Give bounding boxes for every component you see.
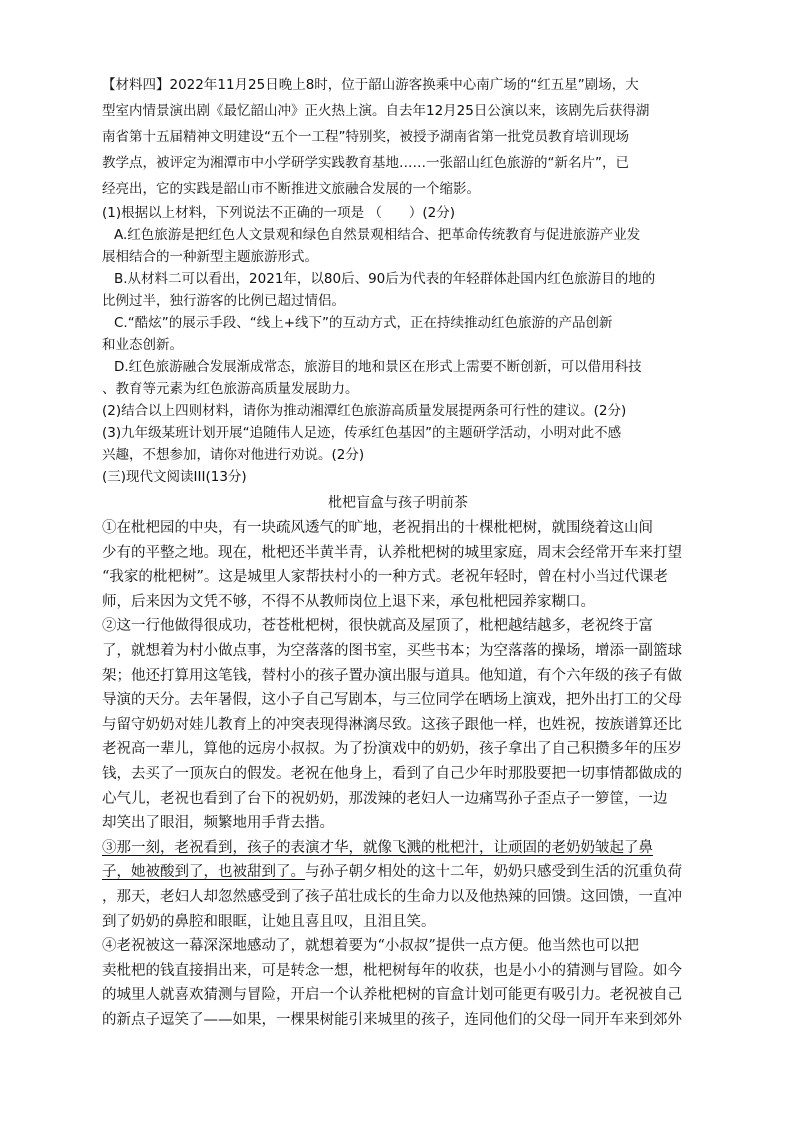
paragraph-1-line: 少有的平整之地。现在，枇杷还半黄半青，认养枇杷树的城里家庭，周末会经常开车来打望 — [102, 544, 682, 561]
material-four-line: 【材料四】2022年11月25日晚上8时，位于韶山游客换乘中心南广场的“红五星”剧场，大 — [102, 77, 639, 93]
paragraph-2-line: 架；他还打算用这笔钱，替村小的孩子置办演出服与道具。他知道，有个六年级的孩子有做 — [102, 667, 682, 684]
document-page — [102, 72, 694, 1032]
paragraph-4-line: 的城里人就喜欢猜测与冒险，开启一个认养枇杷树的盲盒计划可能更有吸引力。老祝被自己 — [102, 987, 682, 1004]
paragraph-3-line: 到了奶奶的鼻腔和眼眶，让她且喜且叹，且泪且笑。 — [102, 913, 436, 930]
paragraph-4-line: ④老祝被这一幕深深地感动了，就想着要为“小叔叔”提供一点方便。他当然也可以把 — [102, 938, 639, 955]
article-title: 枇杷盲盒与孩子明前茶 — [328, 495, 468, 511]
underlined-sentence: ③那一刻，老祝看到，孩子的表演才华，就像飞溅的枇杷汁，让顽固的老奶奶皱起了鼻 — [102, 839, 653, 856]
option-b: B.从材料二可以看出，2021年，以80后、90后为代表的年轻群体赴国内红色旅游目的地的 — [114, 271, 656, 287]
paragraph-3-line — [102, 860, 694, 885]
paragraph-3-line: ，那天，老妇人却忽然感受到了孩子茁壮成长的生命力以及他热辣的回馈。这回馈，一直冲 — [102, 888, 682, 905]
material-four-line: 南省第十五届精神文明建设“五个一工程”特别奖，被授予湖南省第一批党员教育培训现场 — [102, 129, 629, 145]
paragraph-1-line: ①在枇杷园的中央，有一块疏风透气的旷地，老祝捐出的十棵枇杷树，就围绕着这山间 — [102, 520, 653, 536]
material-four-line: 经亮出，它的实践是韶山市不断推进文旅融合发展的一个缩影。 — [102, 181, 480, 197]
question-2: (2)结合以上四则材料，请你为推动湘潭红色旅游高质量发展提两条可行性的建议。(2分) — [102, 403, 627, 419]
question-1: (1)根据以上材料，下列说法不正确的一项是 （ ）(2分) — [102, 205, 456, 221]
material-four-line: 型室内情景演出剧《最忆韶山冲》正火热上演。自去年12月25日公演以来，该剧先后获得湖 — [102, 103, 650, 119]
questions — [102, 202, 694, 466]
paragraph-2-line: 了，就想着为村小做点事，为空落落的图书室，买些书本；为空落落的操场，增添一副篮球 — [102, 642, 682, 659]
paragraph-4-line: 的新点子逗笑了——如果，一棵果树能引来城里的孩子，连同他们的父母一同开车来到郊外 — [102, 1011, 682, 1028]
option-d-cont: 、教育等元素为红色旅游高质量发展助力。 — [102, 381, 359, 397]
option-c-cont: 和业态创新。 — [102, 337, 183, 353]
option-d: D.红色旅游融合发展渐成常态，旅游目的地和景区在形式上需要不断创新，可以借用科技 — [114, 359, 642, 375]
paragraph-2-line: ②这一行他做得很成功，苍苍枇杷树，很快就高及屋顶了，枇杷越结越多，老祝终于富 — [102, 618, 653, 635]
paragraph-2-line: 却笑出了眼泪，频繁地用手背去揩。 — [102, 815, 334, 832]
option-a-cont: 展相结合的一种新型主题旅游形式。 — [102, 249, 318, 265]
section-heading: (三)现代文阅读III(13分) — [102, 469, 247, 485]
paragraph-2-line: 导演的天分。去年暑假，这小子自己写剧本，与三位同学在晒场上演戏，把外出打工的父母 — [102, 692, 682, 709]
paragraph-1-line: “我家的枇杷树”。这是城里人家帮扶村小的一种方式。老祝年轻时，曾在村小当过代课老 — [102, 569, 668, 586]
paragraph-3-line — [102, 836, 694, 861]
paragraph-2-line: 老祝高一辈儿，算他的远房小叔叔。为了扮演戏中的奶奶，孩子拿出了自己积攒多年的压岁 — [102, 741, 682, 758]
material-four-line: 教学点，被评定为湘潭市中小学研学实践教育基地……一张韶山红色旅游的“新名片”，已 — [102, 155, 629, 171]
paragraph-4-line: 卖枇杷的钱直接捐出来，可是转念一想，枇杷树每年的收获，也是小小的猜测与冒险。如今 — [102, 962, 682, 979]
article-body — [102, 516, 694, 1032]
paragraph-3-text: 与孙子朝夕相处的这十二年，奶奶只感受到生活的沉重负荷 — [305, 864, 682, 881]
material-four — [102, 72, 694, 202]
option-c: C.“酷炫”的展示手段、“线上+线下”的互动方式，正在持续推动红色旅游的产品创新 — [114, 315, 613, 331]
paragraph-1-line: 师，后来因为文凭不够，不得不从教师岗位上退下来，承包枇杷园养家糊口。 — [102, 593, 595, 610]
option-b-cont: 比例过半，独行游客的比例已超过情侣。 — [102, 293, 345, 309]
question-3-cont: 兴趣，不想参加，请你对他进行劝说。(2分) — [102, 447, 365, 463]
paragraph-2-line: 与留守奶奶对娃儿教育上的冲突表现得淋漓尽致。这孩子跟他一样，也姓祝，按族谱算还比 — [102, 716, 682, 733]
option-a: A.红色旅游是把红色人文景观和绿色自然景观相结合、把革命传统教育与促进旅游产业发 — [114, 227, 641, 243]
question-3: (3)九年级某班计划开展“追随伟人足迹，传承红色基因”的主题研学活动，小明对此不感 — [102, 425, 622, 441]
underlined-sentence: 子，她被酸到了，也被甜到了。 — [102, 864, 305, 881]
paragraph-2-line: 钱，去买了一顶灰白的假发。老祝在他身上，看到了自己少年时那股要把一切事情都做成的 — [102, 765, 682, 782]
paragraph-2-line: 心气儿，老祝也看到了台下的祝奶奶，那泼辣的老妇人一边痛骂孙子歪点子一箩筐，一边 — [102, 790, 668, 807]
